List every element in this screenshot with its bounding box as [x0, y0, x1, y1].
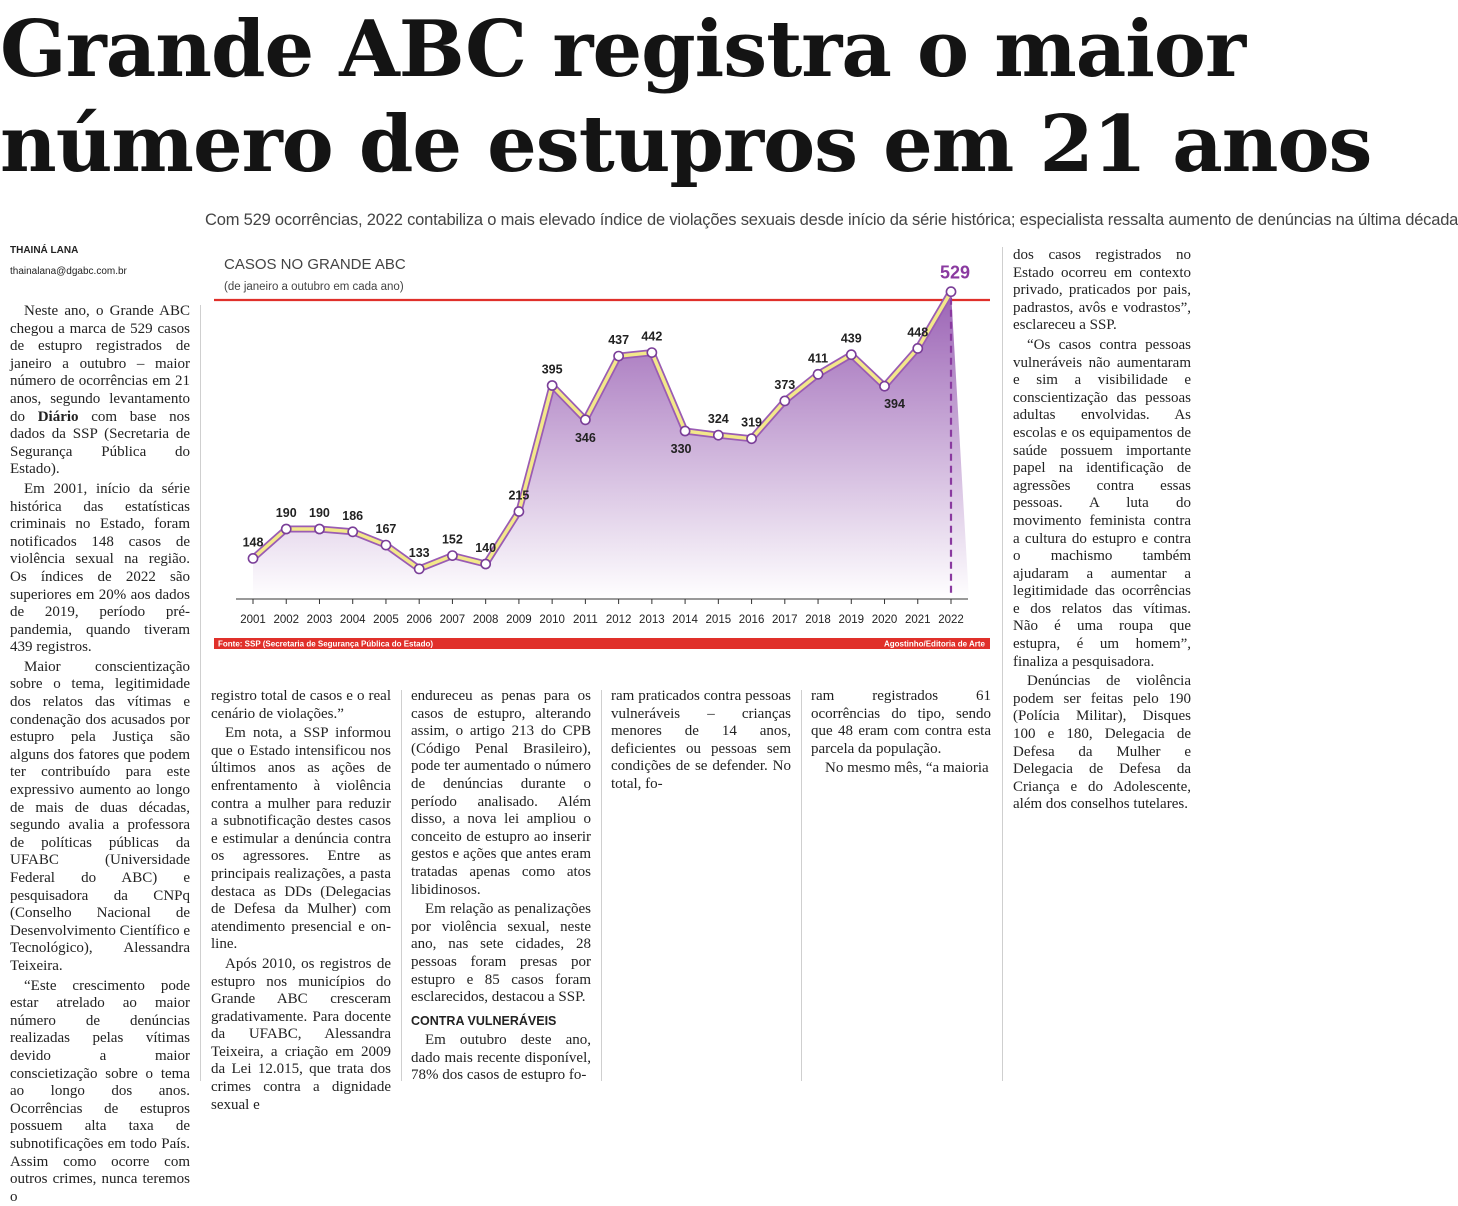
data-point [847, 350, 856, 359]
data-label: 395 [541, 362, 563, 377]
data-label: 190 [309, 506, 330, 520]
column-rule [1002, 247, 1003, 1081]
data-point [481, 559, 490, 568]
x-tick-label: 2006 [406, 614, 432, 626]
data-point [747, 434, 756, 443]
data-label: 394 [884, 397, 905, 412]
author-email[interactable]: thainalana@dgabc.com.br [10, 266, 127, 277]
paragraph: endureceu as penas para os casos de estupro, alterando assim, o artigo 213 do CPB (Código Penal Brasileiro), pode ter aumentado o número de denúncias durante o período analisado. Além disso, a nova lei ampliou o conceito de estupro ao inserir gestos e ações que antes eram tratadas apenas como atos libidinosos. [411, 688, 591, 898]
x-tick-label: 2015 [705, 614, 732, 626]
paragraph: Denúncias de violência podem ser feitas pelo 190 (Polícia Militar), Disques 100 e 180, Delegacia de Defesa da Mulher e Delegacia de Defesa da Criança e do Adolescente, além dos conselhos tutelares. [1013, 673, 1191, 813]
data-label: 437 [608, 333, 630, 348]
column-rule [200, 305, 201, 1081]
x-axis-ticks [253, 599, 951, 604]
chart-source: Fonte: SSP (Secretaria de Segurança Pública do Estado) [218, 639, 434, 649]
paragraph: Neste ano, o Grande ABC chegou a marca de 529 casos de estupro registrados de janeiro a outubro – maior número de ocorrências em 21 anos, segundo levantamento do Diário com base nos dados da SSP (Secretaria de Segurança Pública do Estado). [10, 303, 190, 478]
column-5 [811, 688, 991, 778]
data-point [381, 541, 390, 550]
section-heading: CONTRA VULNERÁVEIS [411, 1013, 557, 1028]
headline-line-2: número de estupros em 21 anos [0, 99, 1372, 190]
paragraph: registro total de casos e o real cenário de violações.” [211, 688, 391, 722]
x-tick-label: 2021 [904, 614, 931, 626]
data-point [680, 426, 689, 435]
chart-title: CASOS NO GRANDE ABC [224, 256, 406, 273]
x-tick-label: 2022 [938, 614, 964, 626]
x-tick-label: 2007 [439, 614, 466, 626]
data-point [880, 382, 889, 391]
data-label: 152 [441, 532, 463, 547]
data-point [348, 527, 357, 536]
data-label: 373 [774, 377, 796, 392]
data-label: 448 [907, 325, 929, 340]
x-tick-label: 2002 [273, 614, 300, 626]
column-3 [411, 688, 591, 1085]
data-point [514, 507, 523, 516]
cases-chart [212, 240, 992, 656]
x-tick-label: 2003 [306, 614, 333, 626]
x-tick-label: 2018 [805, 614, 831, 626]
x-tick-label: 2005 [373, 614, 399, 626]
data-point [415, 564, 424, 573]
data-label: 190 [275, 506, 297, 520]
data-point [946, 287, 955, 296]
data-label: 186 [342, 508, 364, 523]
data-point [581, 415, 590, 424]
column-rule [801, 690, 802, 1081]
data-label: 442 [641, 329, 663, 344]
x-tick-label: 2019 [838, 614, 865, 626]
newspaper-name: Diário [37, 408, 79, 425]
column-1 [10, 303, 190, 1206]
column-4 [611, 688, 791, 794]
headline-line-1: Grande ABC registra o maior [0, 4, 1246, 95]
column-6 [1013, 247, 1191, 814]
paragraph: “Este crescimento pode estar atrelado ao maior número de denúncias realizadas pelas vítimas devido a maior conscietização sobre o tema ao longo dos anos. Ocorrências de estupros possuem alta taxa de subnotificações em todo País. Assim como ocorre com outros crimes, nunca teremos o [10, 977, 190, 1205]
paragraph: ram registrados 61 ocorrências do tipo, sendo que 48 eram com contra esta parcela da população. [811, 688, 991, 757]
data-point [282, 524, 291, 533]
x-tick-label: 2016 [738, 614, 765, 626]
data-point [315, 524, 324, 533]
data-point [913, 344, 922, 353]
highlight-value-label: 529 [939, 262, 971, 283]
x-tick-label: 2012 [605, 614, 632, 626]
cases-chart-svg [212, 240, 992, 656]
author-byline: THAINÁ LANA [10, 245, 79, 256]
x-tick-label: 2004 [339, 614, 366, 626]
paragraph: Em 2001, início da série histórica das estatísticas criminais no Estado, foram notificados 148 casos de violência sexual na região. Os índices de 2022 são superiores em 20% aos dados de 2019, período pré-pandemia, quando tiveram 439 registros. [10, 480, 190, 656]
paragraph: “Os casos contra pessoas vulneráveis não aumentaram e sim a visibilidade e conscientização das pessoas adultas envolvidas. As escolas e os equipamentos de saúde possuem importante papel na identificação de agressões contra essas pessoas. A luta do movimento feminista contra a cultura do estupro e contra o machismo também ajudaram a aumentar a legitimidade das ocorrências e dos relatos das vítimas. Não é uma roupa que estupra, é um homem”, finaliza a pesquisadora. [1013, 336, 1191, 670]
article-subtitle: Com 529 ocorrências, 2022 contabiliza o mais elevado índice de violações sexuais desde início da série histórica; especialista ressalta aumento de denúncias na última década [205, 211, 1458, 229]
data-label: 140 [475, 541, 497, 555]
x-tick-label: 2020 [871, 614, 898, 626]
data-point [780, 396, 789, 405]
paragraph: dos casos registrados no Estado ocorreu em contexto privado, praticados por pais, padrastos, avôs e vodrastos”, esclareceu a SSP. [1013, 247, 1191, 334]
data-label: 319 [741, 415, 763, 430]
x-tick-label: 2001 [240, 614, 266, 626]
data-label: 148 [242, 535, 264, 550]
paragraph: Maior conscientização sobre o tema, legitimidade dos relatos das vítimas e condenação dos acusados por estupro pela Justiça são alguns dos fatores que podem ter contribuído para este expressivo aumento ao longo de mais de duas décadas, segundo avalia a professora de políticas públicas da UFABC (Universidade Federal do ABC) e pesquisadora da CNPq (Conselho Nacional de Desenvolvimento Científico e Tecnológico), Alessandra Teixeira. [10, 658, 190, 974]
data-label: 439 [840, 331, 862, 346]
data-point [714, 431, 723, 440]
x-tick-label: 2009 [506, 614, 532, 626]
x-tick-label: 2010 [539, 614, 565, 626]
paragraph: Em nota, a SSP informou que o Estado intensificou nos últimos anos as ações de enfrentamento à violência contra a mulher para reduzir a subnotificação destes casos e estimular a denúncia contra os agressores. Entre as principais realizações, a pasta destaca as DDs (Delegacias de Defesa da Mulher) com atendimento presencial e on-line. [211, 725, 391, 953]
data-point [248, 554, 257, 563]
chart-subtitle: (de janeiro a outubro em cada ano) [224, 281, 404, 293]
paragraph: No mesmo mês, “a maioria [825, 760, 989, 777]
x-tick-label: 2017 [772, 614, 798, 626]
x-tick-label: 2008 [472, 614, 499, 626]
column-2 [211, 688, 391, 1114]
x-tick-label: 2013 [639, 614, 665, 626]
x-tick-label: 2011 [573, 614, 598, 626]
data-label: 215 [508, 488, 530, 503]
data-label: 324 [707, 412, 729, 427]
column-rule [601, 690, 602, 1081]
chart-credit: Agostinho/Editoria de Arte [883, 639, 985, 649]
data-point [813, 370, 822, 379]
x-tick-label: 2014 [672, 614, 698, 626]
data-point [647, 348, 656, 357]
paragraph: Em relação as penalizações por violência sexual, neste ano, nas sete cidades, 28 pessoas foram presas por estupro e 85 casos foram esclarecidos, destacou a SSP. [411, 901, 591, 1006]
data-point [548, 381, 557, 390]
x-axis-labels [240, 614, 964, 626]
paragraph: Após 2010, os registros de estupro nos municípios do Grande ABC cresceram gradativamente. Para docente da UFABC, Alessandra Teixeira, a criação em 2009 da Lei 12.015, que trata dos crimes contra a dignidade sexual e [211, 955, 391, 1113]
data-label: 411 [807, 351, 829, 366]
data-label: 133 [408, 545, 430, 560]
paragraph: Em outubro deste ano, dado mais recente disponível, 78% dos casos de estupro fo- [411, 1032, 591, 1084]
data-point [614, 352, 623, 361]
column-rule [401, 690, 402, 1081]
data-label: 330 [670, 442, 692, 456]
data-point [448, 551, 457, 560]
data-label: 346 [574, 430, 596, 445]
data-label: 167 [375, 522, 397, 537]
paragraph: ram praticados contra pessoas vulneráveis – crianças menores de 14 anos, deficientes ou pessoas sem condições de se defender. No total, fo- [611, 688, 791, 792]
